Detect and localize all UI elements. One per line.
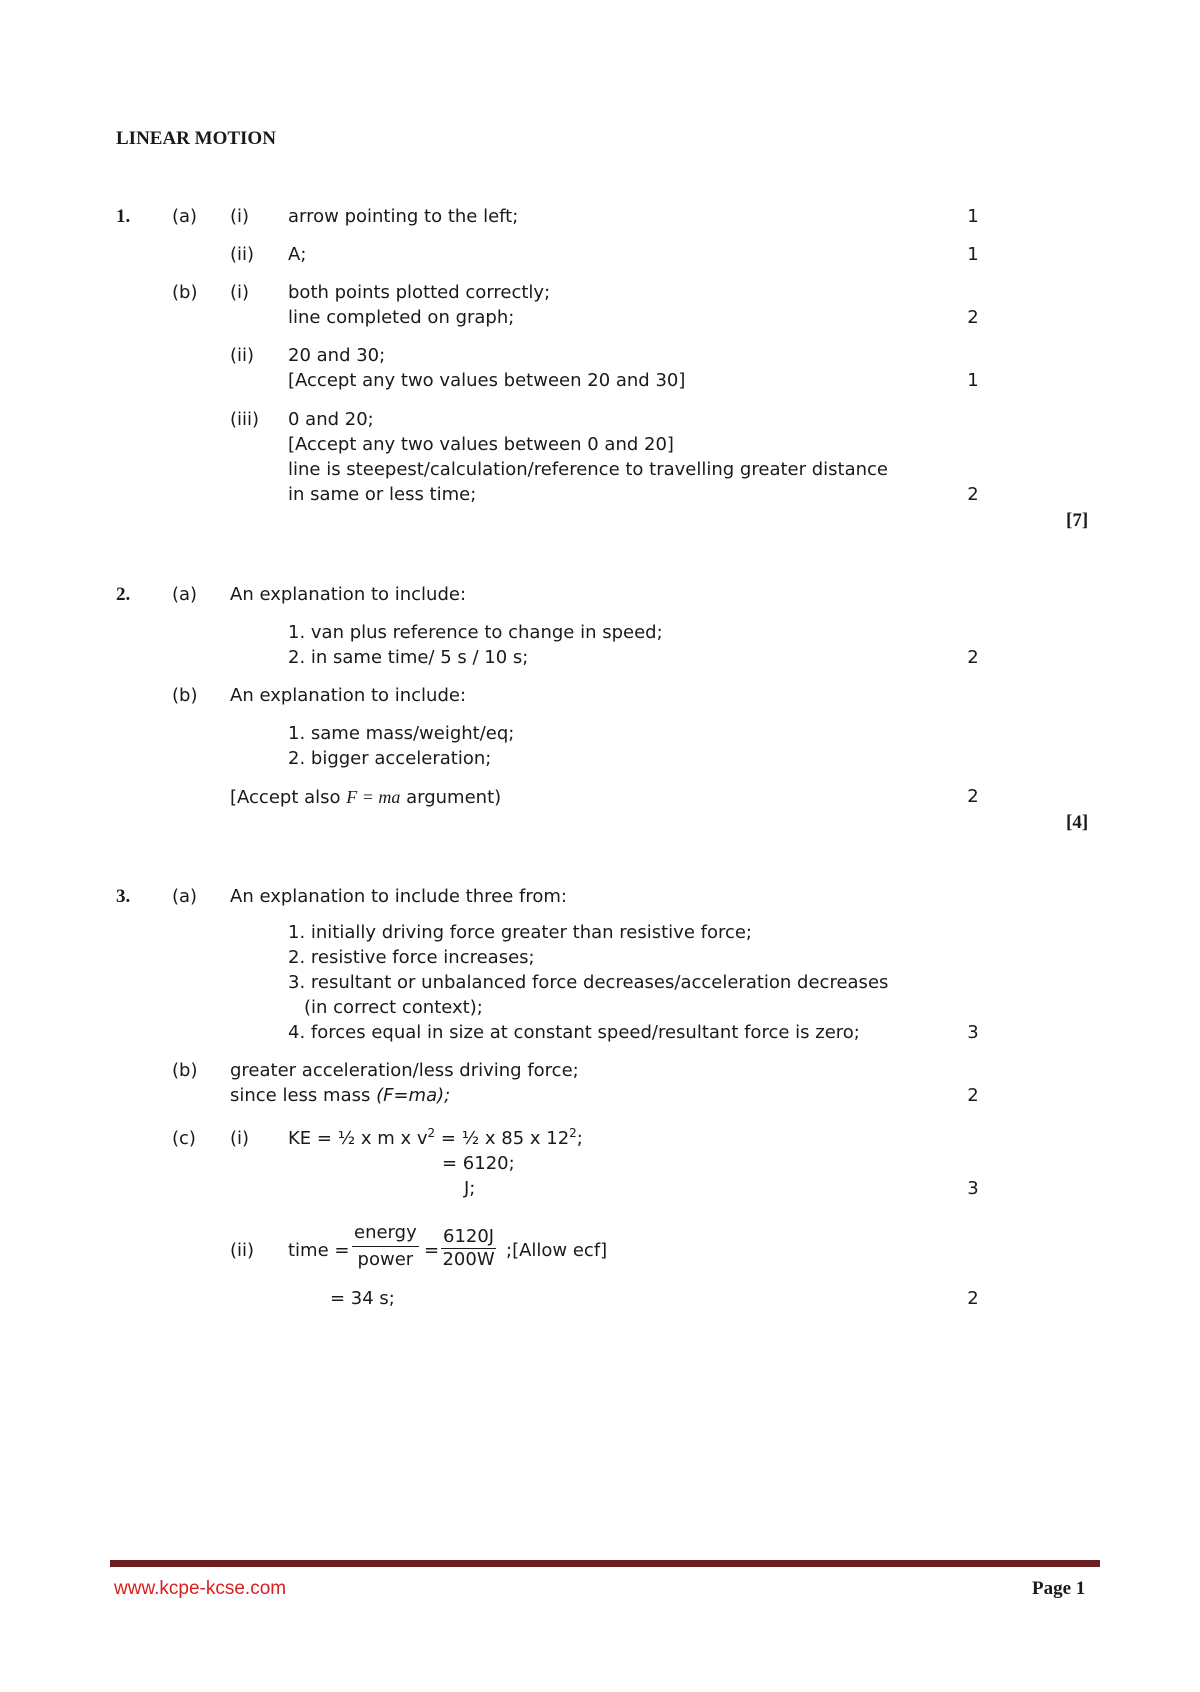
q1-b-i-mark: 2 [967, 307, 979, 328]
q3-a-item-3: 3. resultant or unbalanced force decreases/acceleration decreases [288, 972, 889, 993]
q2-b-accept-note [230, 786, 501, 809]
q3-c-ii-fraction-energy-power [352, 1222, 419, 1271]
q1-total-marks: [7] [1066, 510, 1089, 531]
q1-b-iii-label: (iii) [230, 409, 260, 430]
q2-total-marks: [4] [1066, 812, 1089, 833]
q2-a-mark: 2 [967, 647, 979, 668]
q1-b-i-label: (i) [230, 282, 250, 303]
question-3-number: 3. [116, 886, 131, 907]
q1-b-i-answer-line2: line completed on graph; [288, 307, 515, 328]
q3-part-b-label: (b) [172, 1060, 198, 1081]
q1-b-iii-answer-line4: in same or less time; [288, 484, 477, 505]
q3-c-i-eq-part-a: KE = ½ x m x v [288, 1128, 428, 1149]
q1-a-ii-label: (ii) [230, 244, 255, 265]
q3-b-answer-line2-equation: (F=ma); [376, 1085, 451, 1106]
q3-c-i-label: (i) [230, 1128, 250, 1149]
q3-b-answer-line1: greater acceleration/less driving force; [230, 1060, 579, 1081]
q2-a-item-1: 1. van plus reference to change in speed; [288, 622, 663, 643]
q2-part-a-label: (a) [172, 584, 198, 605]
q1-b-ii-label: (ii) [230, 345, 255, 366]
q3-a-item-4: 4. forces equal in size at constant speed/resultant force is zero; [288, 1022, 860, 1043]
question-2-number: 2. [116, 584, 131, 605]
q2-a-intro: An explanation to include: [230, 584, 467, 605]
q2-b-accept-pre: [Accept also [230, 787, 347, 808]
q3-c-ii-denominator-power: power [357, 1249, 414, 1270]
q3-a-mark: 3 [967, 1022, 979, 1043]
footer-divider [110, 1560, 1100, 1567]
q2-b-accept-equation: F = ma [346, 787, 401, 807]
q1-b-ii-mark: 1 [967, 370, 979, 391]
q3-c-ii-fraction-values [441, 1228, 496, 1269]
q1-b-iii-answer-line2: [Accept any two values between 0 and 20] [288, 434, 674, 455]
q2-b-intro: An explanation to include: [230, 685, 467, 706]
q1-a-ii-mark: 1 [967, 244, 979, 265]
q3-c-ii-time-label: time = [288, 1240, 350, 1261]
q1-b-ii-answer-line1: 20 and 30; [288, 345, 386, 366]
footer-website-link[interactable]: www.kcpe-kcse.com [114, 1578, 287, 1599]
q3-c-ii-allow-ecf: ;[Allow ecf] [506, 1240, 608, 1261]
q3-b-mark: 2 [967, 1085, 979, 1106]
q1-a-i-answer: arrow pointing to the left; [288, 206, 519, 227]
q3-c-i-eq-part-c: ; [576, 1128, 583, 1149]
q3-c-i-mark: 3 [967, 1178, 979, 1199]
q2-a-item-2: 2. in same time/ 5 s / 10 s; [288, 647, 529, 668]
footer-page-number: Page 1 [1032, 1578, 1086, 1599]
q1-b-iii-answer-line3: line is steepest/calculation/reference to travelling greater distance [288, 459, 888, 480]
q3-c-ii-result: = 34 s; [330, 1288, 395, 1309]
q3-part-a-label: (a) [172, 886, 198, 907]
q3-c-ii-mark: 2 [967, 1288, 979, 1309]
q3-c-ii-label: (ii) [230, 1240, 255, 1261]
q2-b-accept-post: argument) [400, 787, 502, 808]
q3-a-item-1: 1. initially driving force greater than resistive force; [288, 922, 753, 943]
q2-part-b-label: (b) [172, 685, 198, 706]
q1-b-iii-answer-line1: 0 and 20; [288, 409, 374, 430]
q1-b-iii-mark: 2 [967, 484, 979, 505]
q1-b-i-answer-line1: both points plotted correctly; [288, 282, 551, 303]
q3-c-ii-denominator-200W: 200W [442, 1249, 495, 1270]
q3-c-i-equation-line3: J; [464, 1178, 476, 1199]
page-title: LINEAR MOTION [116, 128, 276, 149]
q2-b-item-2: 2. bigger acceleration; [288, 748, 492, 769]
q1-b-ii-answer-line2: [Accept any two values between 20 and 30] [288, 370, 686, 391]
q1-a-i-label: (i) [230, 206, 250, 227]
q3-c-i-equation-line1 [288, 1128, 583, 1151]
q3-a-item-2: 2. resistive force increases; [288, 947, 535, 968]
q2-b-mark: 2 [967, 786, 979, 807]
q3-c-i-eq-part-b: = ½ x 85 x 12 [435, 1128, 570, 1149]
q1-a-ii-answer: A; [288, 244, 307, 265]
q3-c-ii-equals: = [424, 1240, 440, 1261]
q1-a-i-mark: 1 [967, 206, 979, 227]
q3-a-intro: An explanation to include three from: [230, 886, 567, 907]
q3-c-i-equation-line2: = 6120; [442, 1153, 515, 1174]
q3-part-c-label: (c) [172, 1128, 196, 1149]
q3-c-i-eq-superscript-2: 2 [569, 1126, 577, 1140]
question-1-number: 1. [116, 206, 131, 227]
q3-c-i-eq-superscript-1: 2 [427, 1126, 436, 1140]
q3-a-item-3-continued: (in correct context); [304, 997, 483, 1018]
q2-b-item-1: 1. same mass/weight/eq; [288, 723, 515, 744]
q3-c-ii-numerator-6120J: 6120J [443, 1226, 495, 1247]
q1-part-a-label: (a) [172, 206, 198, 227]
q3-b-answer-line2 [230, 1085, 450, 1107]
q1-part-b-label: (b) [172, 282, 198, 303]
q3-c-ii-numerator-energy: energy [352, 1222, 419, 1247]
q3-b-answer-line2-text: since less mass [230, 1085, 377, 1106]
